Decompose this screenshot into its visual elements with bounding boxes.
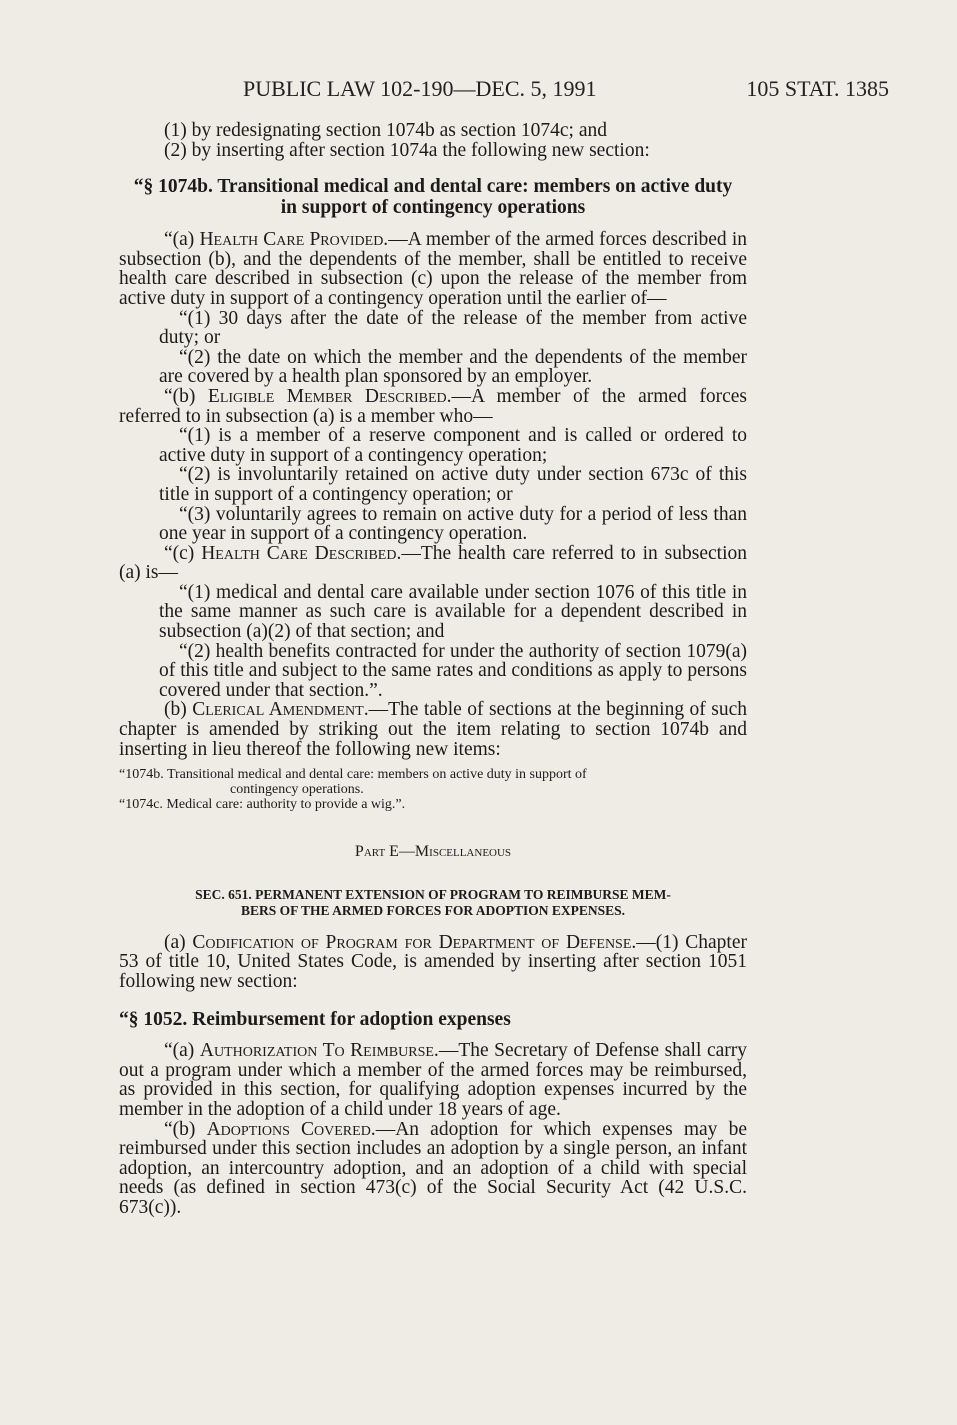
paragraph: “(2) is involuntarily retained on active duty under section 673c of this title in support of a contingency operation; or bbox=[159, 464, 747, 505]
toc-item-continued: contingency operations. bbox=[230, 782, 364, 798]
subsection-b: “(b) Adoptions Covered.—An adoption for which expenses may be reimbursed under this section includes an adoption by a single person, an infant adoption, an intercountry adoption, and an adoption of a child with special needs (as defined in section 473(c) of the Social Security Act (42 U.S.C. 673(c)). bbox=[119, 1118, 747, 1218]
part-heading: Part E—Miscellaneous bbox=[354, 843, 512, 861]
paragraph: “(1) is a member of a reserve component and is called or ordered to active duty in support of a contingency operation; bbox=[159, 425, 747, 466]
subsection-heading: Authorization To Reimburse. bbox=[199, 1040, 439, 1062]
subsection-a: “(a) Health Care Provided.—A member of the armed forces described in subsection (b), and the dependents of the member, shall be entitled to receive health care described in subsection (c) upon the release of the member from active duty in support of a contingency operation until the earlier of— bbox=[119, 229, 747, 309]
toc-item: “1074c. Medical care: authority to provide a wig.”. bbox=[119, 797, 406, 813]
subsection-heading: Codification of Program for Department of Defense. bbox=[192, 931, 637, 953]
toc-item: “1074b. Transitional medical and dental care: members on active duty in support of bbox=[119, 767, 587, 783]
paragraph: “(1) 30 days after the date of the release of the member from active duty; or bbox=[159, 307, 747, 349]
paragraph: (1) by redesignating section 1074b as section 1074c; and bbox=[164, 120, 607, 141]
paragraph: “(1) medical and dental care available under section 1076 of this title in the same manner as such care is available for a dependent described in subsection (a)(2) of that section; and bbox=[159, 581, 747, 643]
subsection-heading: Health Care Described. bbox=[201, 542, 402, 564]
paragraph: “(3) voluntarily agrees to remain on active duty for a period of less than one year in support of a contingency operation. bbox=[159, 503, 747, 545]
section-651-title: SEC. 651. PERMANENT EXTENSION OF PROGRAM TO REIMBURSE MEM- BERS OF THE ARMED FORCES FOR ADOPTION EXPENSES. bbox=[195, 886, 671, 918]
paragraph: “(2) the date on which the member and the dependents of the member are covered by a health plan sponsored by an employer. bbox=[159, 346, 747, 388]
subsection-a: “(a) Authorization To Reimburse.—The Secretary of Defense shall carry out a program under which a member of the armed forces may be reimbursed, as provided in this section, for qualifying adoption expenses incurred by the member in the adoption of a child under 18 years of age. bbox=[119, 1040, 747, 1120]
subsection-c: “(c) Health Care Described.—The health care referred to in subsection (a) is— bbox=[119, 542, 747, 584]
section-heading: “§ 1052. Reimbursement for adoption expenses bbox=[119, 1008, 511, 1030]
paragraph: “(2) health benefits contracted for under the authority of section 1079(a) of this title and subject to the same rates and conditions as apply to persons covered under that section.”. bbox=[159, 640, 747, 701]
law-citation: PUBLIC LAW 102-190—DEC. 5, 1991 bbox=[243, 76, 597, 101]
subsection-heading: Eligible Member Described. bbox=[207, 385, 452, 407]
subsection-heading: Health Care Provided. bbox=[199, 229, 389, 251]
codification-paragraph: (a) Codification of Program for Department of Defense.—(1) Chapter 53 of title 10, United States Code, is amended by inserting after section 1051 following new section: bbox=[119, 931, 747, 992]
paragraph: (2) by inserting after section 1074a the following new section: bbox=[164, 139, 650, 161]
subsection-heading: Adoptions Covered. bbox=[206, 1118, 376, 1140]
section-heading: “§ 1074b. Transitional medical and dental care: members on active duty in support of contingency operations bbox=[133, 176, 733, 219]
document-body bbox=[119, 121, 747, 1218]
subsection-b: “(b) Eligible Member Described.—A member of the armed forces referred to in subsection (a) is a member who— bbox=[119, 385, 747, 427]
table-of-sections bbox=[119, 767, 747, 812]
subsection-heading: Clerical Amendment. bbox=[192, 699, 369, 721]
clerical-amendment: (b) Clerical Amendment.—The table of sections at the beginning of such chapter is amended by striking out the item relating to section 1074b and inserting in lieu thereof the following new items: bbox=[119, 699, 748, 760]
stat-page-number: 105 STAT. 1385 bbox=[746, 76, 889, 101]
